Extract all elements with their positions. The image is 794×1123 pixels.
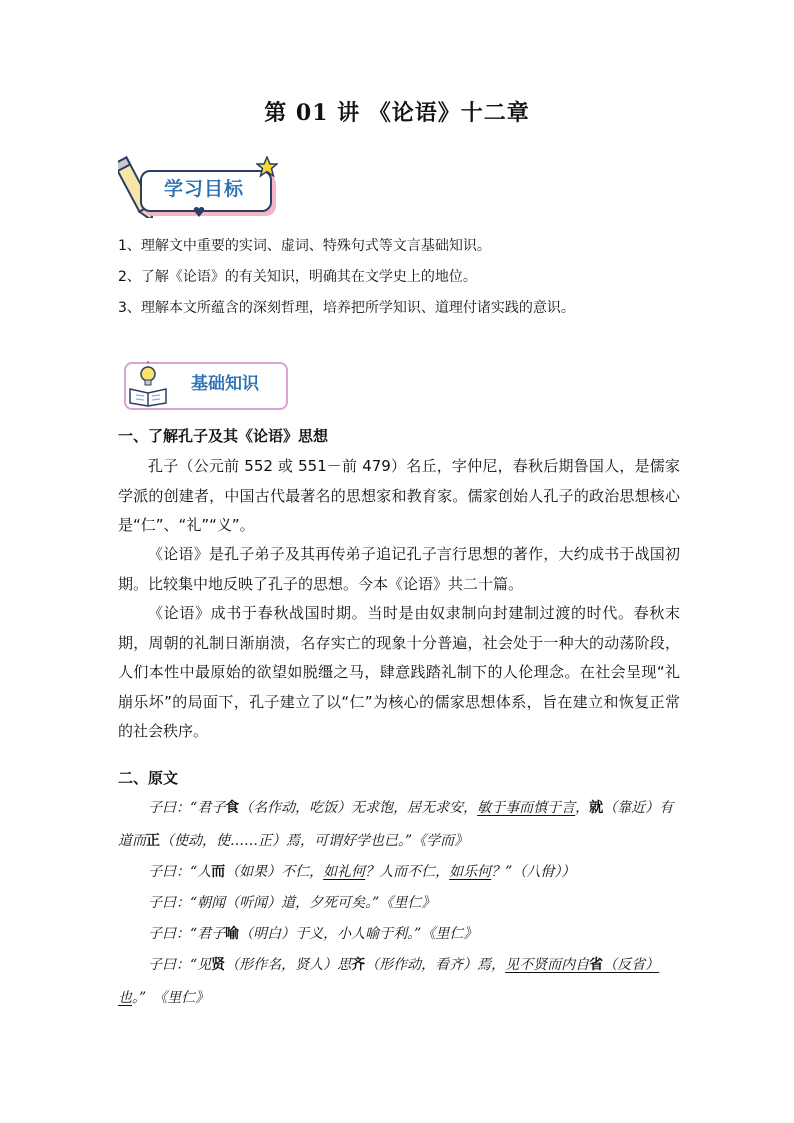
quote-4 xyxy=(118,918,680,951)
basic-knowledge-badge xyxy=(118,358,293,410)
quote-text: （形作动，看齐）焉， xyxy=(365,957,506,973)
keyword: 就 xyxy=(589,800,604,816)
underlined-phrase: 敏于事而慎于言 xyxy=(477,800,576,816)
goals-label: 学习目标 xyxy=(163,178,244,200)
quote-text: ， xyxy=(575,800,590,816)
keyword: 齐 xyxy=(351,957,366,973)
quote-text: （明白）于义，小人喻于利。”《里仁》 xyxy=(239,926,478,942)
book-lightbulb-icon xyxy=(126,361,170,407)
quote-2 xyxy=(118,856,680,889)
learning-goals-badge xyxy=(118,150,278,218)
section2-heading: 二、原文 xyxy=(118,769,179,787)
underlined-phrase: 如礼何 xyxy=(323,864,366,880)
quote-text: （如果）不仁， xyxy=(225,864,324,880)
keyword: 食 xyxy=(225,800,240,816)
quote-text: ？”（八佾）） xyxy=(491,864,576,880)
objective-1: 1、理解文中重要的实词、虚词、特殊句式等文言基础知识。 xyxy=(118,238,491,254)
keyword: 而 xyxy=(211,864,226,880)
quote-text: 子曰：“君子 xyxy=(148,800,226,816)
quote-text: 子曰：“见 xyxy=(148,957,212,973)
quote-text: （使动，使……正）焉，可谓好学也已。”《学而》 xyxy=(160,833,469,849)
page-title: 第 01 讲 《论语》十二章 xyxy=(264,100,530,126)
quote-text: ？人而不仁， xyxy=(365,864,450,880)
underlined-phrase: 如乐何 xyxy=(449,864,492,880)
quote-text: （靠近）有道而 xyxy=(118,800,674,849)
objective-3: 3、理解本文所蕴含的深刻哲理，培养把所学知识、道理付诸实践的意识。 xyxy=(118,300,575,316)
quote-text: 子曰：“人 xyxy=(148,864,212,880)
heart-icon xyxy=(193,206,205,218)
star-icon xyxy=(256,156,278,178)
underlined-phrase: （反省）也 xyxy=(118,957,660,1006)
quote-text: 。” 《里仁》 xyxy=(132,990,210,1006)
section1-paragraph-2: 《论语》是孔子弟子及其再传弟子追记孔子言行思想的著作，大约成书于战国初期。比较集中地反映了孔子的思想。今本《论语》共二十篇。 xyxy=(118,545,680,593)
keyword: 喻 xyxy=(225,926,240,942)
section1-paragraph-1: 孔子（公元前 552 或 551－前 479）名丘，字仲尼，春秋后期鲁国人，是儒家学派的创建者，中国古代最著名的思想家和教育家。儒家创始人孔子的政治思想核心是“仁”、“礼”“义”。 xyxy=(118,457,680,534)
quote-5 xyxy=(118,949,680,1015)
keyword: 正 xyxy=(146,833,160,849)
basics-label: 基础知识 xyxy=(191,374,259,394)
section1-paragraph-3: 《论语》成书于春秋战国时期。当时是由奴隶制向封建制过渡的时代。春秋末期，周朝的礼制日渐崩溃，名存实亡的现象十分普遍，社会处于一种大的动荡阶段，人们本性中最原始的欲望如脱缰之马，肆意践踏礼制下的人伦理念。在社会呈现“礼崩乐坏”的局面下，孔子建立了以“仁”为核心的儒家思想体系，旨在建立和恢复正常的社会秩序。 xyxy=(118,604,680,740)
underlined-phrase: 见不贤而内自 xyxy=(505,957,590,973)
keyword: 省 xyxy=(589,957,604,973)
quote-1 xyxy=(118,792,680,858)
quote-3: 子曰：“朝闻（听闻）道，夕死可矣。”《里仁》 xyxy=(148,895,436,911)
quote-text: 子曰：“君子 xyxy=(148,926,226,942)
objective-2: 2、了解《论语》的有关知识，明确其在文学史上的地位。 xyxy=(118,269,477,285)
section1-heading: 一、了解孔子及其《论语》思想 xyxy=(118,427,329,445)
quote-text: （形作名，贤人）思 xyxy=(225,957,352,973)
keyword: 贤 xyxy=(211,957,226,973)
quote-text: （名作动，吃饭）无求饱，居无求安， xyxy=(239,800,478,816)
